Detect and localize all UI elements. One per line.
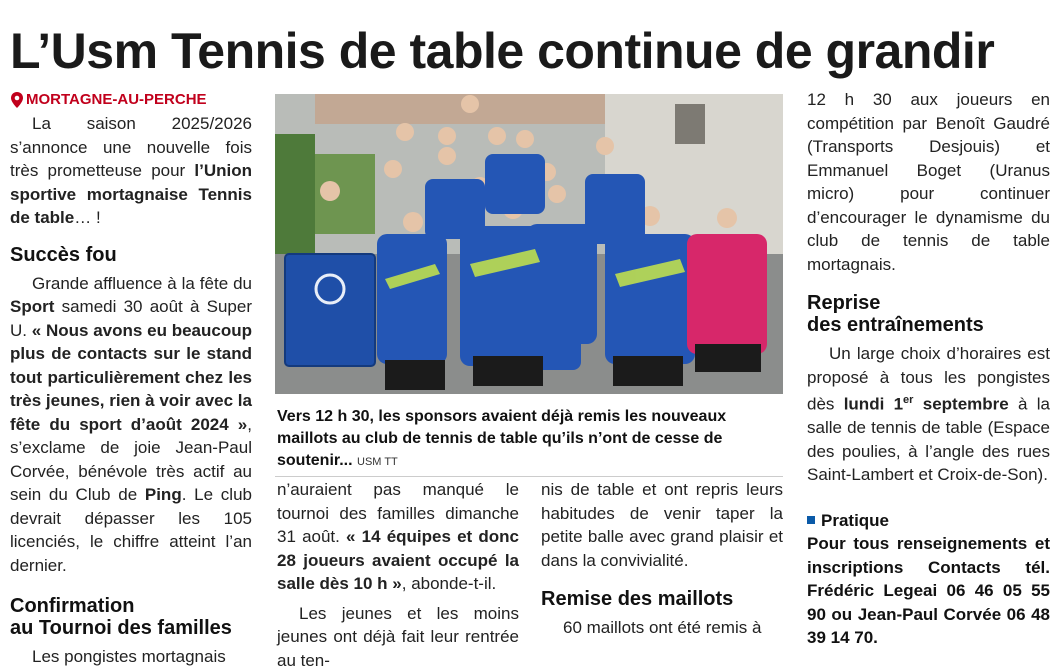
paragraph-maillots-cont: 12 h 30 aux joueurs en compétition par Benoît Gaudré (Transports Desjouis) et Emmanuel Boget (Uranus micro) pour continuer d’encourager le dynamisme du club de tennis de table mortagnais. xyxy=(807,88,1050,276)
subhead-succes: Succès fou xyxy=(10,244,252,266)
photo-credit: USM TT xyxy=(357,456,398,468)
subhead-line: Confirmation xyxy=(10,595,134,617)
bold-text: Ping xyxy=(145,485,182,504)
column-4 xyxy=(807,88,1050,650)
paragraph-succes xyxy=(10,272,252,578)
paragraph-reprise xyxy=(807,342,1050,487)
club-name: l’Union sportive mortagnaise Tennis de table xyxy=(10,161,252,227)
team-photo-illustration xyxy=(275,94,783,394)
subhead-confirmation xyxy=(10,595,252,639)
column-1 xyxy=(10,88,252,669)
intro-text: La saison 2025/2026 s’annonce une nouvelle fois très prometteuse pour xyxy=(10,114,252,180)
bold-text: lundi 1 xyxy=(844,395,903,414)
paragraph-tournoi-cont xyxy=(277,478,519,596)
location-pin-icon xyxy=(10,92,24,108)
text: Un large choix d’horaires est proposé à tous les pongistes dès xyxy=(807,344,1050,414)
paragraph-maillots: 60 maillots ont été remis à xyxy=(541,616,783,640)
paragraph-jeunes: Les jeunes et les moins jeunes ont déjà fait leur rentrée au ten- xyxy=(277,602,519,672)
team-photo xyxy=(275,94,783,394)
text: Grande affluence à la fête du xyxy=(32,274,252,293)
intro-end: … ! xyxy=(74,208,100,227)
subhead-maillots: Remise des maillots xyxy=(541,588,783,610)
info-heading xyxy=(807,509,1050,533)
caption-text: Vers 12 h 30, les sponsors avaient déjà remis les nouveaux maillots au club de tennis de table qu’ils n’ont de cesse de soutenir... xyxy=(277,408,726,469)
info-text: Pour tous renseignements et inscriptions Contacts tél. Frédéric Legeai 06 46 05 55 90 ou Jean-Paul Corvée 06 48 39 14 70. xyxy=(807,532,1050,650)
text: , abonde-t-il. xyxy=(402,574,497,593)
column-3 xyxy=(541,478,783,640)
headline: L’Usm Tennis de table continue de grandir xyxy=(10,22,994,80)
photo-caption xyxy=(277,406,787,473)
quote: « 14 équipes et donc 28 joueurs avaient occupé la salle dès 10 h » xyxy=(277,527,519,593)
subhead-reprise xyxy=(807,292,1050,336)
subhead-line: des entraînements xyxy=(807,314,984,336)
text: , s’exclame de joie Jean-Paul Corvée, bénévole très actif au sein du Club de xyxy=(10,415,252,505)
text: samedi 30 août à Super U. xyxy=(10,297,252,340)
locator xyxy=(10,88,252,112)
intro-paragraph xyxy=(10,112,252,230)
bold-text: Sport xyxy=(10,297,54,316)
locator-text: MORTAGNE-AU-PERCHE xyxy=(26,88,207,112)
paragraph-tournoi: Les pongistes mortagnais xyxy=(10,645,252,669)
text: n’auraient pas manqué le tournoi des familles dimanche 31 août. xyxy=(277,480,519,546)
text: à la salle de tennis de table (Espace des poulies, à l’angle des rues Saint-Lambert et Croix-de-Son). xyxy=(807,395,1050,485)
caption-divider xyxy=(275,476,783,477)
square-bullet-icon xyxy=(807,516,815,524)
superscript: er xyxy=(903,394,913,406)
text: . Le club devrait dépasser les 105 licenciés, le chiffre atteint l’an dernier. xyxy=(10,485,252,575)
quote: « Nous avons eu beaucoup plus de contacts sur le stand tout particulièrement chez les très jeunes, rien à voir avec la fête du sport d’août 2024 » xyxy=(10,321,252,434)
bold-text: septembre xyxy=(913,395,1008,414)
info-label: Pratique xyxy=(821,509,889,533)
paragraph-jeunes-cont: nis de table et ont repris leurs habitudes de venir taper la petite balle avec grand plaisir et dans la convivialité. xyxy=(541,478,783,572)
subhead-line: au Tournoi des familles xyxy=(10,617,232,639)
column-2 xyxy=(277,478,519,672)
subhead-line: Reprise xyxy=(807,292,880,314)
